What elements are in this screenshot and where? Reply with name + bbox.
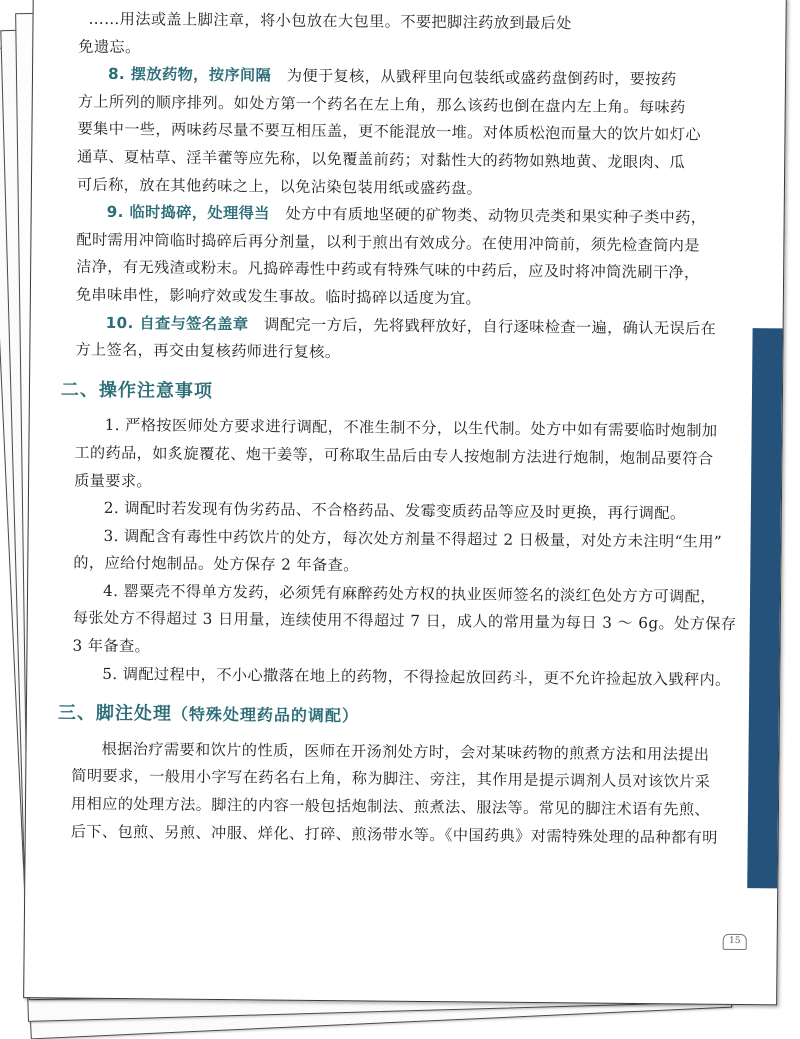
section-heading-two: 二、操作注意事项 [60,379,214,402]
text-line: 方上签名，再交由复核药师进行复核。 [75,340,341,362]
text-line: 用相应的处理方法。脚注的内容一般包括炮制法、煎煮法、服法等。常见的脚注术语有先煎、 [70,794,711,819]
text-line: 简明要求，一般用小字写在药名右上角，称为脚注、旁注，其作用是提示调剂人员对该饮片采 [71,767,711,792]
text-line: 要集中一些，两味药尽量不要互相压盖，更不能混放一堆。对体质松泡而量大的饮片如灯心 [77,119,702,144]
text-line: 4. 罂粟壳不得单方发药，必须凭有麻醉药处方权的执业医师签名的淡红色处方方可调配， [102,581,716,606]
text-span: 调配完一方后，先将戥秤放好，自行逐味检查一遍，确认无误后在 [264,314,717,338]
document-page [23,0,787,1005]
text-line: 洁净，有无残渣或粉末。凡捣碎毒性中药或有特殊气味的中药后，应及时将冲筒洗刷干净， [76,257,700,282]
text-line: 后下、包煎、另煎、冲服、烊化、打碎、煎汤带水等。《中国药典》对需特殊处理的品种都有明 [70,822,718,847]
text-line: ……用法或盖上脚注章，将小包放在大包里。不要把脚注药放到最后处 [88,9,572,33]
text-line: 每张处方不得超过 3 日用量，连续使用不得超过 7 日，成人的常用量为每日 3 ～ 6g。处方保存 [72,609,737,634]
text-span: 为便于复核，从戥秤里向包装纸或盛药盘倒药时，要按药 [286,66,677,89]
item-heading: 10. 自查与签名盖章 [105,313,249,333]
page-content [57,6,759,853]
heading-subtitle: （特殊处理药品的调配） [171,704,359,726]
section-heading-three [58,700,752,734]
text-line: 可后称，放在其他药味之上，以免沾染包装用纸或盛药盘。 [76,175,483,198]
text-line: 配时需用冲筒临时捣碎后再分剂量，以利于煎出有效成分。在使用冲筒前，须先检查筒内是 [76,230,700,255]
text-line: 方上所列的顺序排列。如处方第一个药名在左上角，那么该药也倒在盘内左上角。每味药 [77,92,686,117]
heading-main: 三、脚注处理 [57,702,172,725]
text-line: 工的药品，如炙旋覆花、炮干姜等，可称取生品后由专人按炮制方法进行炮制，炮制品要符合 [74,443,714,468]
text-line: 免串味串性，影响疗效或发生事故。临时捣碎以适度为宜。 [75,285,482,308]
text-line: 3 年备查。 [72,636,151,656]
item-heading: 8. 摆放药物，按序间隔 [107,65,272,85]
text-line: 1. 严格按医师处方要求进行调配，不准生制不分，以生代制。处方中如有需要临时炮制加 [104,416,718,441]
page-number-mark: 15 [723,934,747,950]
text-span: 处方中有质地坚硬的矿物类、动物贝壳类和果实种子类中药， [285,204,707,227]
text-line: 5. 调配过程中，不小心撒落在地上的药物，不得捡起放回药斗，更不允许捡起放入戥秤内。 [102,664,731,689]
text-line: 通草、夏枯草、淫羊藿等应先称，以免覆盖前药；对黏性大的药物如熟地黄、龙眼肉、瓜 [77,147,686,172]
text-line: 的，应给付炮制品。处方保存 2 年备查。 [73,553,359,575]
text-line: 2. 调配时若发现有伪劣药品、不合格药品、发霉变质药品等应及时更换，再行调配。 [103,498,686,523]
text-line: 免遗忘。 [78,37,141,56]
text-line: 3. 调配含有毒性中药饮片的处方，每次处方剂量不得超过 2 日极量，对处方未注明“生用” [103,526,723,551]
text-line: 根据治疗需要和饮片的性质，医师在开汤剂处方时，会对某味药物的煎煮方法和用法提出 [101,739,710,764]
text-line: 质量要求。 [74,471,153,490]
item-heading: 9. 临时捣碎，处理得当 [106,203,270,223]
